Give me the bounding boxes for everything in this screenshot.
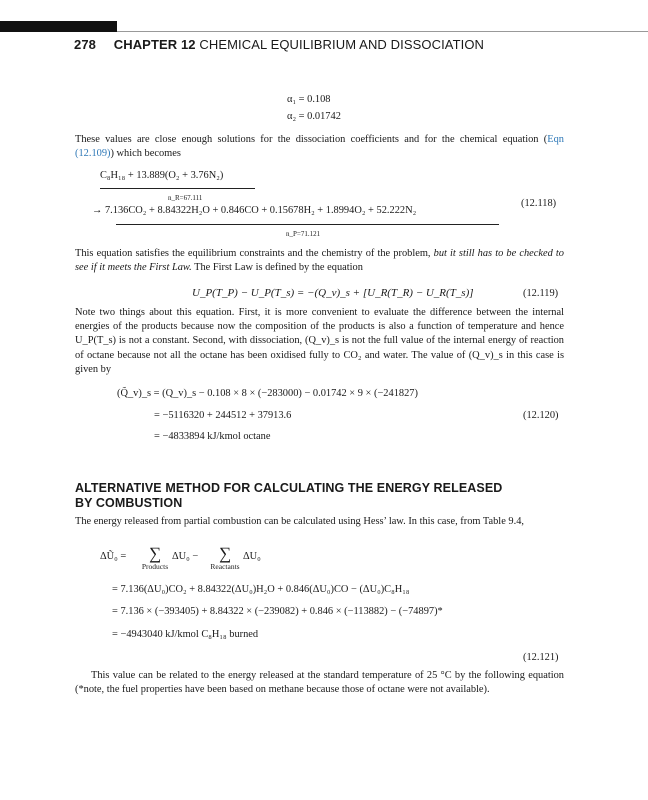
reaction-reactants: C₈H₁₈ + 13.889(O₂ + 3.76N₂): [100, 170, 224, 181]
hess-line-2: = 7.136(ΔU₀)CO₂ + 8.84322(ΔU₀)H₂O + 0.846(ΔU₀)CO − (ΔU₀)C₈H₁₈: [112, 584, 410, 595]
paragraph-notes: Note two things about this equation. First, it is more convenient to evaluate the difference between the internal energies of the products because now the composition of the products is also a function of temperature and hence U_P(T_s) is not a constant. Second, with dissociation, (Q_v)_s is not the full value of the internal energy of reaction of octane because not all the octane has been oxidised fully to CO₂ and water. The value of (Q_v)_s in this case is given by: [75, 307, 564, 375]
equation-number-12-121: (12.121): [523, 652, 559, 663]
chapter-title: CHEMICAL EQUILIBRIUM AND DISSOCIATION: [199, 37, 485, 52]
equation-number-12-119: (12.119): [523, 288, 559, 299]
hess-line-4: = −4943040 kJ/kmol C₈H₁₈ burned: [112, 629, 259, 640]
reaction-products: → 7.136CO₂ + 8.84322H₂O + 0.846CO + 0.15678H₂ + 1.8994O₂ + 52.222N₂: [92, 205, 417, 216]
q-equation-line-2: = −5116320 + 244512 + 37913.6: [154, 410, 292, 421]
header-rule: [117, 31, 648, 32]
paragraph-values: These values are close enough solutions for the dissociation coefficients and for the chemical equation (Eqn (12.109)) which becomes: [75, 134, 564, 160]
reactants-mole-count: n_R=67.111: [168, 194, 203, 202]
sum-products: ∑ Products: [141, 544, 169, 571]
equation-link[interactable]: Eqn (12.109): [75, 134, 564, 160]
equation-number-12-120: (12.120): [523, 410, 559, 421]
paragraph-standard-temperature: This value can be related to the energy released at the standard temperature of 25 °C by the following equation (*note, the fuel properties have been based on methane because those of octane were not available).: [75, 670, 564, 696]
header-bar: [0, 21, 117, 32]
chapter-label: CHAPTER 12: [113, 37, 196, 52]
sum-reactants: ∑ Reactants: [210, 544, 240, 571]
running-header: [74, 37, 484, 52]
reactants-underbrace: [100, 188, 255, 189]
alpha-2: α₂ = 0.01742: [287, 111, 341, 122]
q-equation-line-3: = −4833894 kJ/kmol octane: [154, 431, 271, 442]
page-number: 278: [74, 37, 96, 52]
hess-lhs: ΔŨ₀ =: [100, 551, 127, 562]
products-underbrace: [116, 224, 499, 225]
equation-number-12-118: (12.118): [521, 198, 557, 209]
hess-term-2: ΔU₀: [243, 551, 261, 562]
q-equation-line-1: (Q̃_v)_s = (Q_v)_s − 0.108 × 8 × (−283000) − 0.01742 × 9 × (−241827): [117, 388, 418, 399]
section-heading: ALTERNATIVE METHOD FOR CALCULATING THE ENERGY RELEASED BY COMBUSTION: [75, 481, 503, 510]
paragraph-first-law: This equation satisfies the equilibrium constraints and the chemistry of the problem, but it still has to be checked to see if it meets the First Law. The First Law is defined by the equation: [75, 248, 564, 274]
first-law-equation: U_P(T_P) − U_P(T_s) = −(Q_v)_s + [U_R(T_R) − U_R(T_s)]: [192, 287, 474, 299]
paragraph-hess: The energy released from partial combustion can be calculated using Hess’ law. In this case, from Table 9.4,: [75, 516, 524, 527]
products-mole-count: n_P=71.121: [286, 230, 321, 238]
hess-term-1: ΔU₀ −: [172, 551, 199, 562]
hess-line-3: = 7.136 × (−393405) + 8.84322 × (−239082) + 0.846 × (−113882) − (−74897)*: [112, 606, 443, 617]
alpha-1: α₁ = 0.108: [287, 94, 331, 105]
